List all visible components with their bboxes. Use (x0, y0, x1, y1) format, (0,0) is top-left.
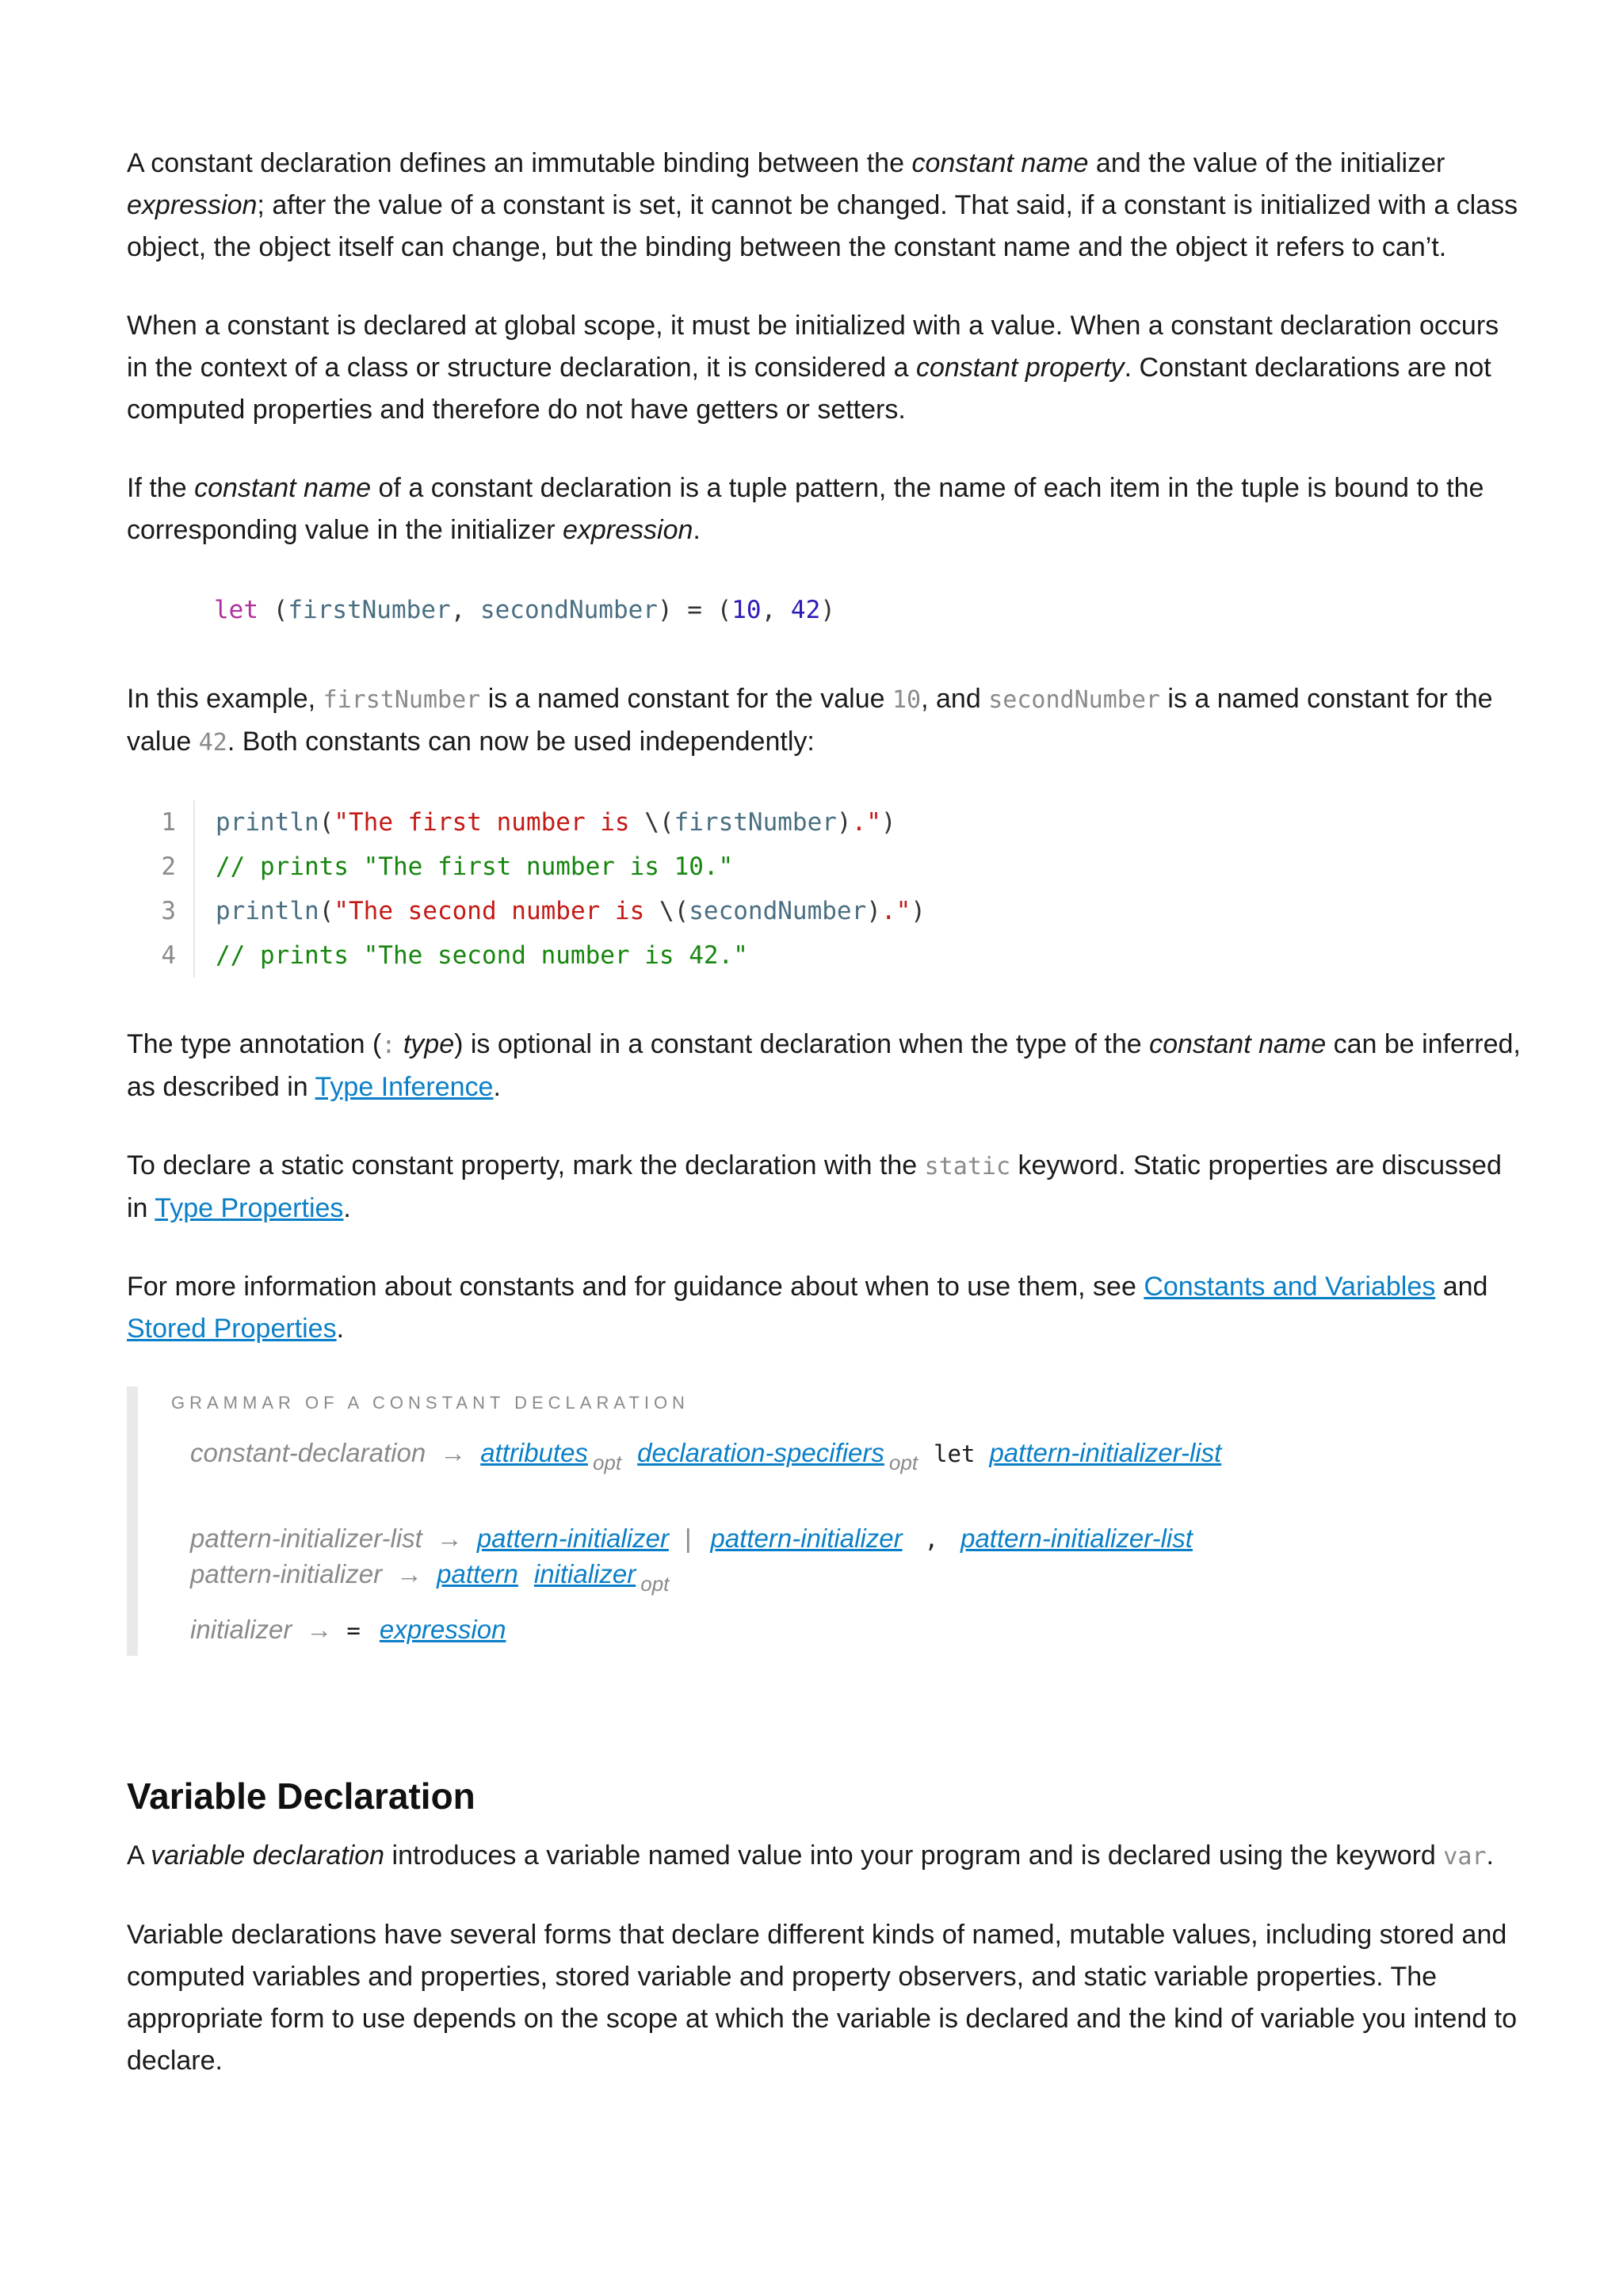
text: ) is optional in a constant declaration when the type of the (454, 1029, 1150, 1059)
paragraph-constant-declaration-intro (127, 143, 1522, 269)
keyword-let: let (214, 596, 258, 624)
text: ; after the value of a constant is set, it cannot be changed. That said, if a constant is initialized with a class object, the object itself can change, but the binding between the constant name and the object it refers to can’t. (127, 190, 1518, 262)
link-initializer[interactable]: initializer (533, 1559, 636, 1589)
code-punct: ) (880, 808, 896, 837)
grammar-lhs: initializer (190, 1615, 292, 1644)
text: The type annotation ( (127, 1029, 382, 1059)
emphasis-variable-declaration: variable declaration (151, 1840, 385, 1871)
text: of a constant declaration is a tuple pattern, the name of each item in the tuple is bound to the corresponding value in the initializer (127, 473, 1484, 545)
emphasis-expression: expression (562, 515, 693, 545)
inline-code: firstNumber (323, 686, 481, 714)
string-literal: "The first number is (334, 808, 645, 837)
identifier-secondNumber: secondNumber (689, 897, 867, 925)
code-punct: , (450, 596, 480, 624)
text: Variable declarations have several forms that declare different kinds of named, mutable values, including stored and computed variables and properties, stored variable and property observers, and static variable properties. The appropriate form to use depends on the scope at which the variable is declared and the kind of variable you intend to declare. (127, 1920, 1518, 2076)
grammar-rule-initializer (190, 1612, 1522, 1648)
grammar-title: GRAMMAR OF A CONSTANT DECLARATION (171, 1393, 689, 1413)
text: , and (921, 684, 989, 714)
link-pattern[interactable]: pattern (437, 1559, 518, 1589)
emphasis-constant-name: constant name (194, 473, 372, 503)
link-attributes[interactable]: attributes (480, 1438, 588, 1467)
link-stored-properties[interactable]: Stored Properties (127, 1314, 337, 1344)
grammar-alternative: | (684, 1524, 692, 1553)
arrow-icon: → (436, 1524, 463, 1553)
emphasis-constant-property: constant property (915, 353, 1125, 383)
emphasis-constant-name: constant name (1149, 1029, 1327, 1059)
line-number: 2 (127, 845, 195, 889)
text: and the value of the initializer (1088, 148, 1445, 178)
text: . (336, 1314, 345, 1344)
link-expression[interactable]: expression (379, 1615, 506, 1644)
grammar-literal: let (934, 1440, 976, 1467)
link-type-properties[interactable]: Type Properties (155, 1193, 344, 1223)
emphasis-type: type (395, 1029, 455, 1059)
text: and (1435, 1272, 1488, 1302)
text: . (693, 515, 701, 545)
text: . Both constants can now be used independently: (227, 727, 815, 757)
text: is a named constant for the value (480, 684, 892, 714)
code-punct: ) (820, 596, 835, 624)
text: keyword. Static properties are discussed in (127, 1150, 1502, 1223)
number-literal: 42 (790, 596, 821, 624)
string-literal: ." (851, 808, 881, 837)
inline-code: 42 (198, 729, 227, 757)
paragraph-more-information (127, 1266, 1522, 1350)
code-punct: ( (319, 897, 334, 925)
section-heading-variable-declaration: Variable Declaration (127, 1775, 475, 1817)
grammar-rule-pattern-initializer (190, 1557, 1522, 1601)
code-line (127, 845, 1522, 889)
text: If the (127, 473, 195, 503)
line-number: 1 (127, 800, 195, 845)
inline-code: var (1443, 1843, 1487, 1871)
text: . (1486, 1840, 1494, 1871)
grammar-lhs: pattern-initializer (190, 1559, 383, 1589)
text: For more information about constants and for guidance about when to use them, see (127, 1272, 1144, 1302)
identifier-firstNumber: firstNumber (288, 596, 451, 624)
link-pattern-initializer-list[interactable]: pattern-initializer-list (989, 1438, 1222, 1467)
code-comment: // prints "The second number is 42." (216, 941, 748, 970)
arrow-icon: → (306, 1615, 333, 1644)
identifier-secondNumber: secondNumber (479, 596, 658, 624)
text: . (343, 1193, 351, 1223)
link-type-inference[interactable]: Type Inference (315, 1072, 494, 1102)
line-number: 4 (127, 933, 195, 978)
link-declaration-specifiers[interactable]: declaration-specifiers (637, 1438, 884, 1467)
opt-marker: opt (888, 1451, 918, 1474)
grammar-box (127, 1386, 1522, 1656)
paragraph-variable-forms (127, 1914, 1522, 2082)
grammar-literal: = (346, 1617, 361, 1644)
code-line (127, 800, 1522, 845)
code-line (127, 933, 1522, 978)
text: introduces a variable named value into your program and is declared using the keyword (384, 1840, 1444, 1871)
grammar-literal: , (924, 1526, 939, 1553)
identifier-firstNumber: firstNumber (674, 808, 837, 837)
inline-code: : (381, 1032, 396, 1059)
string-literal: ." (880, 897, 911, 925)
text: When a constant is declared at global scope, it must be initialized with a value. When a constant declaration occurs in the context of a class or structure declaration, it is considered a (127, 311, 1499, 383)
inline-code: 10 (892, 686, 922, 714)
code-punct: ) (836, 808, 852, 837)
paragraph-type-annotation (127, 1024, 1522, 1108)
text: A constant declaration defines an immutable binding between the (127, 148, 912, 178)
opt-marker: opt (640, 1572, 670, 1596)
inline-code: static (924, 1153, 1011, 1180)
code-punct: ( (258, 596, 288, 624)
text: To declare a static constant property, mark the declaration with the (127, 1150, 925, 1180)
code-punct: \( (644, 808, 674, 837)
code-punct: , (761, 596, 791, 624)
link-pattern-initializer[interactable]: pattern-initializer (710, 1524, 903, 1553)
text: A (127, 1840, 151, 1871)
text: . (493, 1072, 501, 1102)
code-punct: \( (659, 897, 689, 925)
link-pattern-initializer-list[interactable]: pattern-initializer-list (960, 1524, 1193, 1553)
grammar-rule-constant-declaration (190, 1436, 1522, 1480)
emphasis-constant-name: constant name (911, 148, 1089, 178)
grammar-lhs: pattern-initializer-list (190, 1524, 422, 1553)
text: is a named constant for the value (127, 684, 1493, 757)
text: . Constant declarations are not computed properties and therefore do not have getters or setters. (127, 353, 1491, 425)
number-literal: 10 (731, 596, 762, 624)
code-punct: ) (911, 897, 926, 925)
emphasis-expression: expression (127, 190, 258, 220)
text: In this example, (127, 684, 323, 714)
text: can be inferred, as described in (127, 1029, 1521, 1102)
code-punct: ) = ( (657, 596, 732, 624)
paragraph-static-property (127, 1145, 1522, 1230)
grammar-lhs: constant-declaration (190, 1438, 426, 1467)
paragraph-global-scope (127, 305, 1522, 431)
link-constants-and-variables[interactable]: Constants and Variables (1144, 1272, 1436, 1302)
code-punct: ) (866, 897, 881, 925)
document-page (127, 143, 1522, 2119)
arrow-icon: → (396, 1559, 423, 1589)
paragraph-variable-declaration-intro (127, 1835, 1522, 1878)
code-line (127, 889, 1522, 933)
line-number: 3 (127, 889, 195, 933)
function-println: println (216, 808, 319, 837)
code-line (214, 588, 1522, 632)
paragraph-tuple-pattern (127, 467, 1522, 551)
link-pattern-initializer[interactable]: pattern-initializer (476, 1524, 669, 1553)
code-comment: // prints "The first number is 10." (216, 852, 734, 881)
paragraph-example-explanation (127, 678, 1522, 764)
grammar-rule-pattern-initializer-list (190, 1521, 1522, 1557)
arrow-icon: → (440, 1438, 467, 1467)
string-literal: "The second number is (334, 897, 659, 925)
function-println: println (216, 897, 319, 925)
code-punct: ( (319, 808, 334, 837)
code-example-println (127, 800, 1522, 978)
opt-marker: opt (592, 1451, 622, 1474)
code-example-tuple (127, 588, 1522, 632)
inline-code: secondNumber (988, 686, 1160, 714)
